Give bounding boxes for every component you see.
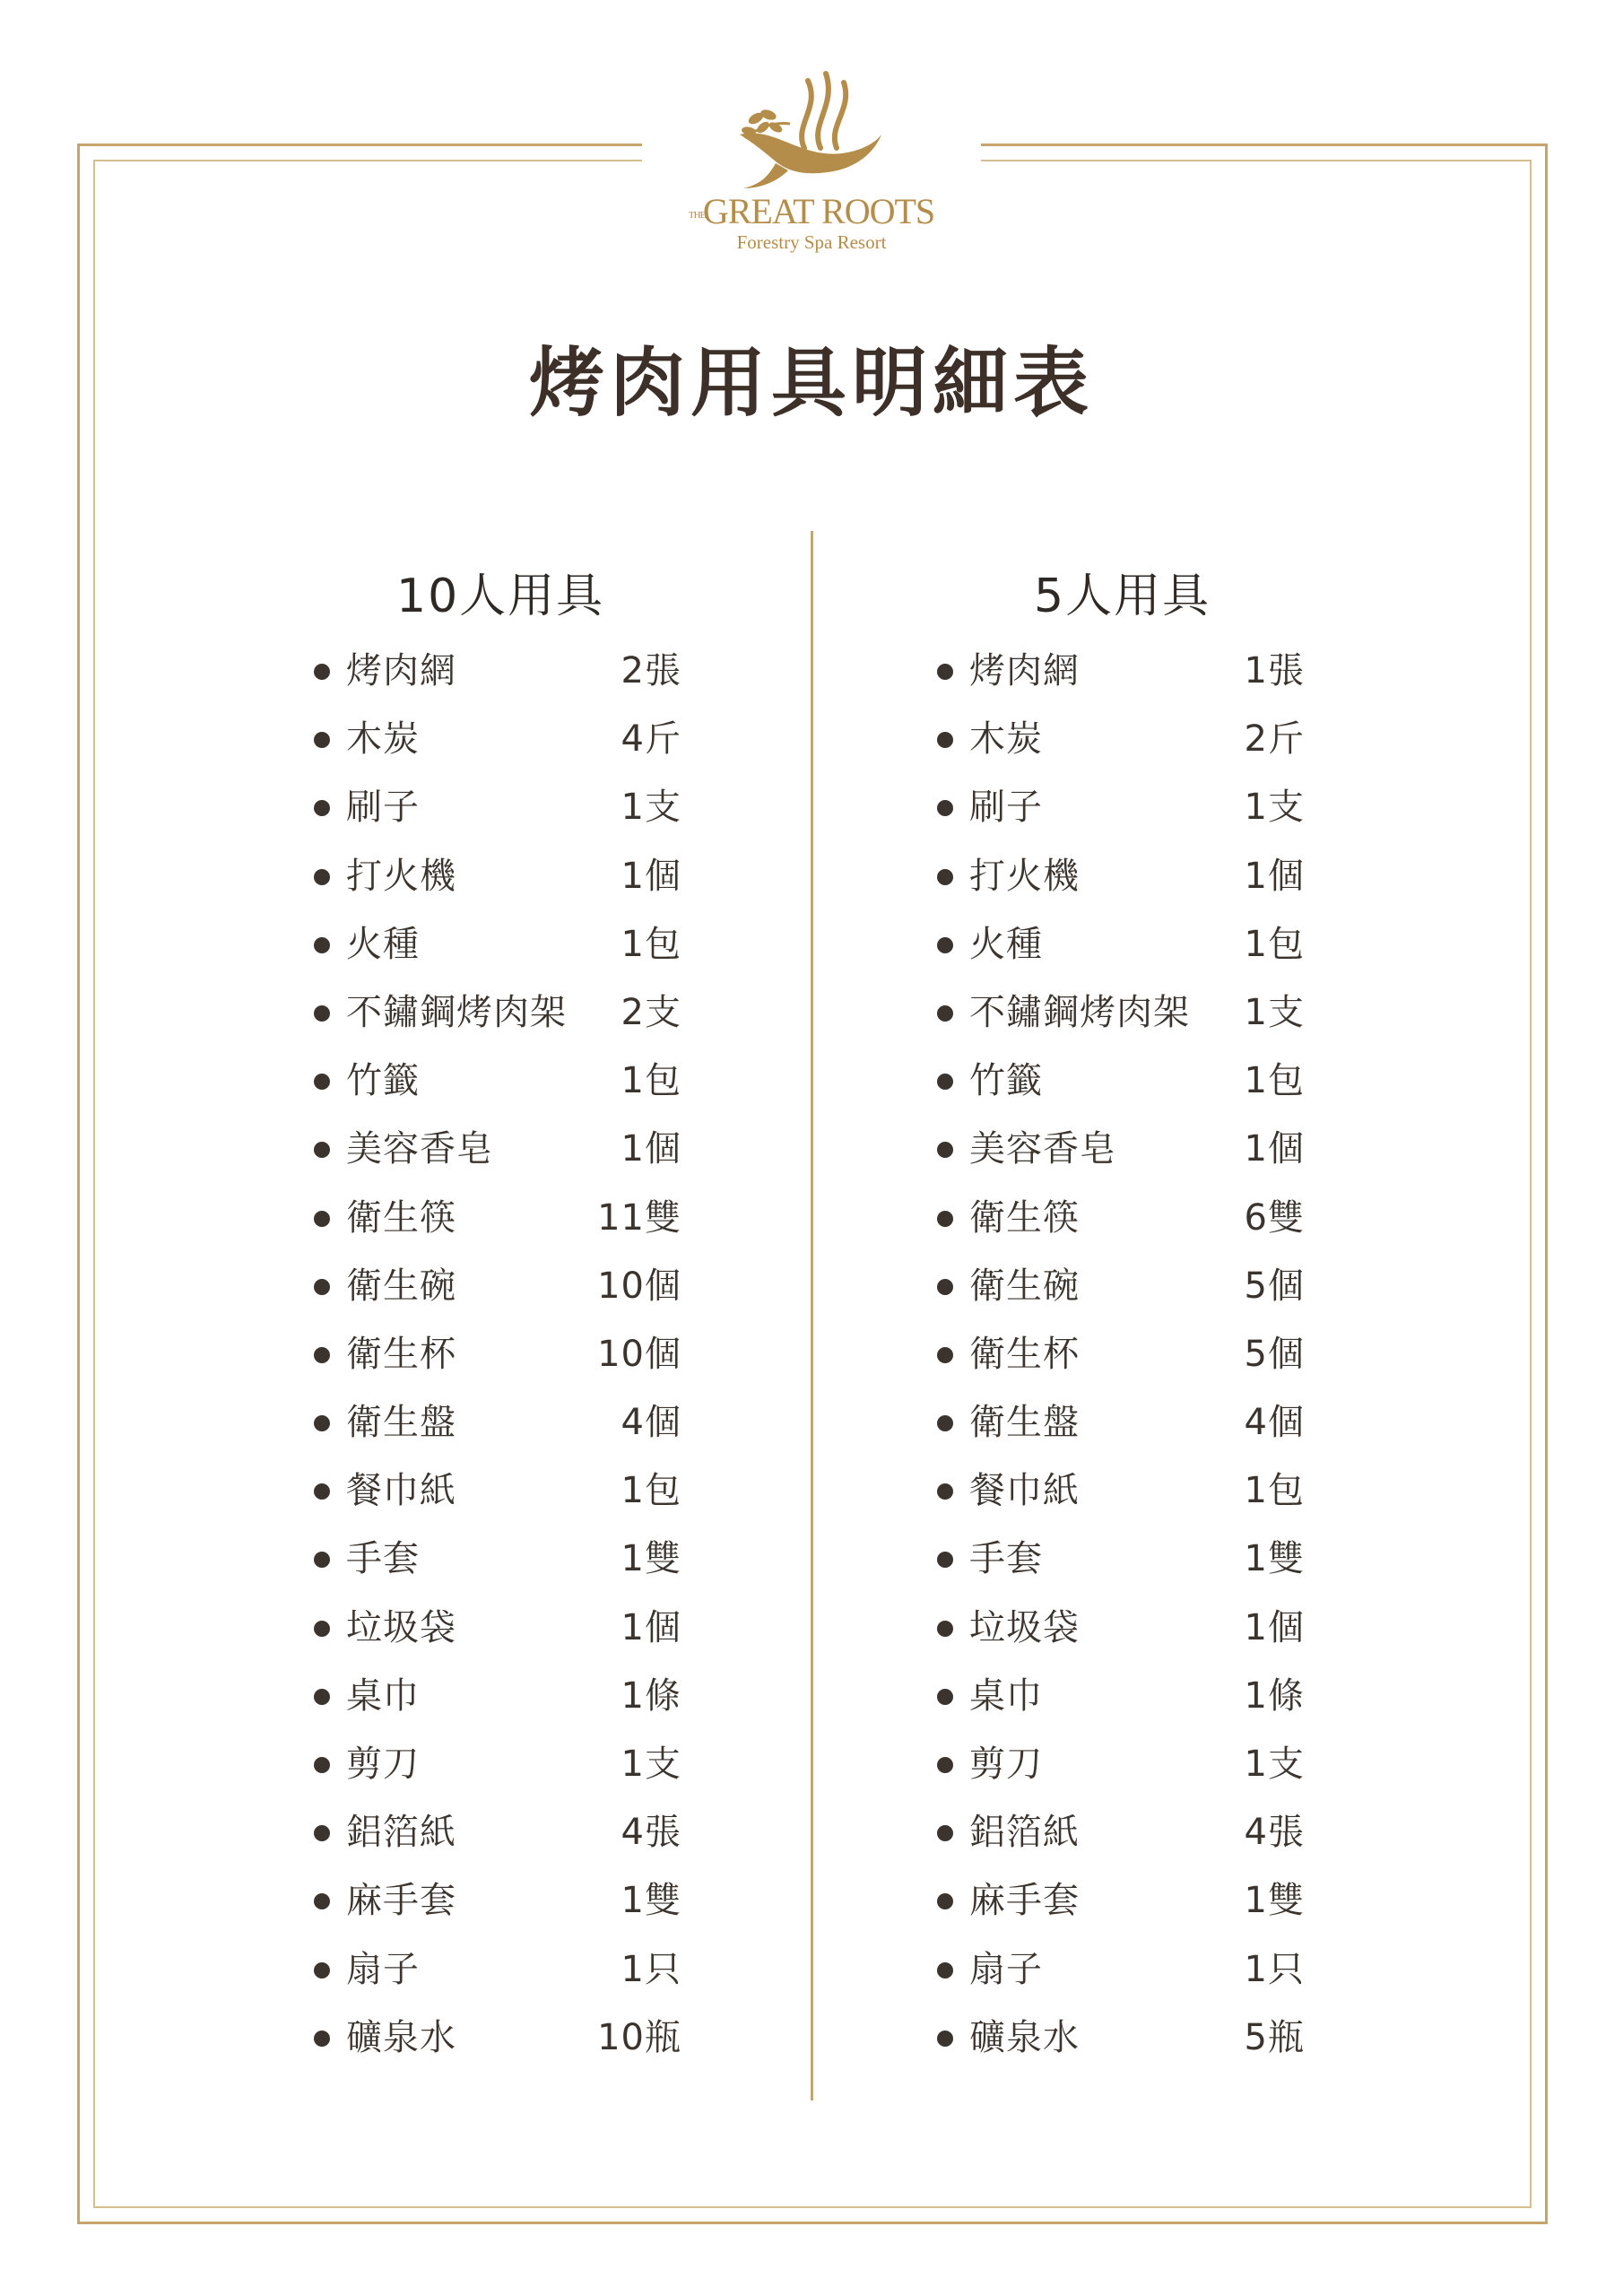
list-item xyxy=(314,637,708,705)
bullet-icon xyxy=(314,1757,330,1773)
bullet-icon xyxy=(937,1893,953,1909)
item-name: 木炭 xyxy=(969,718,1043,761)
bullet-icon xyxy=(314,1005,330,1022)
item-quantity: 1個 xyxy=(1244,1128,1305,1170)
bullet-icon xyxy=(937,732,953,748)
list-item xyxy=(314,1388,708,1457)
bullet-icon xyxy=(937,1825,953,1841)
item-name: 剪刀 xyxy=(346,1744,420,1785)
list-item xyxy=(937,637,1332,705)
item-quantity: 1雙 xyxy=(1244,1880,1305,1922)
item-quantity: 1只 xyxy=(621,1948,681,1990)
item-quantity: 1個 xyxy=(621,1128,681,1170)
bullet-icon xyxy=(937,1142,953,1158)
list-item xyxy=(937,1115,1332,1183)
bullet-icon xyxy=(937,1415,953,1431)
item-name: 麻手套 xyxy=(346,1880,456,1922)
item-name: 打火機 xyxy=(969,855,1080,897)
item-quantity: 1包 xyxy=(1244,1470,1305,1512)
item-name: 打火機 xyxy=(346,855,456,897)
item-name: 竹籤 xyxy=(969,1060,1043,1102)
item-quantity: 10個 xyxy=(597,1333,681,1375)
item-quantity: 6雙 xyxy=(1244,1196,1305,1239)
bullet-icon xyxy=(314,869,330,885)
item-quantity: 1包 xyxy=(621,923,681,965)
item-name: 桌巾 xyxy=(346,1674,420,1717)
column-heading: 10人用具 xyxy=(396,570,605,623)
item-quantity: 1個 xyxy=(1244,1606,1305,1648)
item-name: 扇子 xyxy=(969,1948,1043,1990)
item-quantity: 2張 xyxy=(621,650,681,691)
list-item xyxy=(314,1798,708,1866)
item-quantity: 1個 xyxy=(621,1606,681,1648)
list-item xyxy=(937,1388,1332,1457)
item-name: 手套 xyxy=(969,1538,1043,1580)
bullet-icon xyxy=(937,1347,953,1363)
bullet-icon xyxy=(314,664,330,680)
item-name: 餐巾紙 xyxy=(969,1470,1080,1512)
list-item xyxy=(937,978,1332,1047)
bird-flame-icon xyxy=(722,63,901,197)
bullet-icon xyxy=(314,937,330,953)
list-item xyxy=(937,1935,1332,2004)
item-quantity: 1包 xyxy=(1244,923,1305,965)
list-item xyxy=(314,1935,708,2004)
bullet-icon xyxy=(937,1279,953,1295)
item-name: 衛生碗 xyxy=(346,1265,456,1307)
item-name: 手套 xyxy=(346,1538,420,1580)
list-item xyxy=(314,978,708,1047)
column-10-people xyxy=(314,556,708,2072)
list-item xyxy=(314,1115,708,1183)
bullet-icon xyxy=(314,1074,330,1090)
bullet-icon xyxy=(937,800,953,816)
list-item xyxy=(937,1184,1332,1252)
item-quantity: 10個 xyxy=(597,1265,681,1307)
bullet-icon xyxy=(937,2031,953,2047)
list-item xyxy=(937,2004,1332,2072)
bullet-icon xyxy=(314,1142,330,1158)
bullet-icon xyxy=(314,2031,330,2047)
bullet-icon xyxy=(937,869,953,885)
item-name: 美容香皂 xyxy=(346,1128,493,1170)
item-name: 竹籤 xyxy=(346,1060,420,1102)
item-name: 剪刀 xyxy=(969,1744,1043,1785)
item-name: 不鏽鋼烤肉架 xyxy=(969,991,1190,1033)
item-name: 不鏽鋼烤肉架 xyxy=(346,991,567,1033)
item-quantity: 1支 xyxy=(1244,787,1305,829)
bullet-icon xyxy=(937,664,953,680)
list-item xyxy=(314,910,708,978)
item-name: 桌巾 xyxy=(969,1674,1043,1717)
item-name: 垃圾袋 xyxy=(346,1606,456,1648)
item-name: 火種 xyxy=(346,923,420,965)
bullet-icon xyxy=(314,1893,330,1909)
list-item xyxy=(314,1525,708,1593)
item-quantity: 2斤 xyxy=(1244,718,1305,761)
bullet-icon xyxy=(314,1279,330,1295)
item-quantity: 10瓶 xyxy=(597,2016,681,2058)
list-item xyxy=(937,1525,1332,1593)
item-quantity: 1支 xyxy=(621,1744,681,1785)
item-quantity: 1個 xyxy=(621,855,681,897)
list-item xyxy=(314,1252,708,1320)
list-item xyxy=(314,2004,708,2072)
item-name: 木炭 xyxy=(346,718,420,761)
bullet-icon xyxy=(314,1621,330,1637)
bullet-icon xyxy=(314,1415,330,1431)
list-item xyxy=(314,1457,708,1525)
item-quantity: 4個 xyxy=(1244,1402,1305,1444)
list-item xyxy=(314,1184,708,1252)
list-item xyxy=(314,1047,708,1115)
item-name: 礦泉水 xyxy=(969,2016,1080,2058)
item-quantity: 1雙 xyxy=(1244,1538,1305,1580)
list-item xyxy=(314,1320,708,1388)
item-quantity: 4斤 xyxy=(621,718,681,761)
bullet-icon xyxy=(937,937,953,953)
item-name: 烤肉網 xyxy=(346,650,456,691)
list-item xyxy=(314,842,708,910)
bullet-icon xyxy=(937,1211,953,1227)
list-item xyxy=(937,1662,1332,1730)
page-title: 烤肉用具明細表 xyxy=(528,338,1094,427)
bullet-icon xyxy=(937,1962,953,1979)
bullet-icon xyxy=(937,1074,953,1090)
item-quantity: 1雙 xyxy=(621,1880,681,1922)
item-name: 鋁箔紙 xyxy=(346,1812,456,1854)
list-item xyxy=(937,1594,1332,1662)
item-quantity: 4張 xyxy=(621,1812,681,1854)
item-name: 餐巾紙 xyxy=(346,1470,456,1512)
bullet-icon xyxy=(314,1211,330,1227)
list-item xyxy=(937,1252,1332,1320)
item-name: 衛生杯 xyxy=(969,1333,1080,1375)
item-name: 烤肉網 xyxy=(969,650,1080,691)
item-quantity: 1支 xyxy=(621,787,681,829)
item-name: 礦泉水 xyxy=(346,2016,456,2058)
bullet-icon xyxy=(314,732,330,748)
item-name: 衛生碗 xyxy=(969,1265,1080,1307)
list-item xyxy=(937,1866,1332,1935)
list-item xyxy=(937,1320,1332,1388)
bullet-icon xyxy=(314,1825,330,1841)
bullet-icon xyxy=(937,1483,953,1500)
bullet-icon xyxy=(314,1552,330,1568)
list-item xyxy=(314,773,708,841)
list-item xyxy=(937,1730,1332,1798)
item-list xyxy=(937,637,1332,2072)
item-quantity: 1張 xyxy=(1244,650,1305,691)
resort-logo xyxy=(664,63,959,278)
item-quantity: 1個 xyxy=(1244,855,1305,897)
list-item xyxy=(937,773,1332,841)
bullet-icon xyxy=(937,1005,953,1022)
bullet-icon xyxy=(314,1347,330,1363)
item-name: 衛生盤 xyxy=(969,1402,1080,1444)
item-quantity: 5瓶 xyxy=(1244,2016,1305,2058)
logo-the: THE xyxy=(688,210,706,221)
bullet-icon xyxy=(937,1621,953,1637)
item-quantity: 2支 xyxy=(621,991,681,1033)
item-name: 衛生筷 xyxy=(346,1196,456,1239)
list-item xyxy=(937,1047,1332,1115)
item-quantity: 5個 xyxy=(1244,1333,1305,1375)
bullet-icon xyxy=(314,1483,330,1500)
list-item xyxy=(937,1798,1332,1866)
item-quantity: 1包 xyxy=(621,1470,681,1512)
item-name: 衛生盤 xyxy=(346,1402,456,1444)
column-heading: 5人用具 xyxy=(1034,570,1211,623)
item-name: 刷子 xyxy=(969,787,1043,829)
item-quantity: 11雙 xyxy=(597,1196,681,1239)
item-name: 美容香皂 xyxy=(969,1128,1116,1170)
item-name: 麻手套 xyxy=(969,1880,1080,1922)
item-name: 火種 xyxy=(969,923,1043,965)
item-quantity: 1條 xyxy=(621,1674,681,1717)
logo-wordmark xyxy=(664,192,959,231)
list-item xyxy=(937,1457,1332,1525)
item-quantity: 1只 xyxy=(1244,1948,1305,1990)
item-quantity: 1雙 xyxy=(621,1538,681,1580)
item-quantity: 4個 xyxy=(621,1402,681,1444)
item-list xyxy=(314,637,708,2072)
bullet-icon xyxy=(314,1962,330,1979)
item-quantity: 4張 xyxy=(1244,1812,1305,1854)
list-item xyxy=(314,1730,708,1798)
list-item xyxy=(314,1594,708,1662)
bullet-icon xyxy=(937,1552,953,1568)
column-divider xyxy=(811,531,813,2100)
item-quantity: 1包 xyxy=(1244,1060,1305,1102)
item-name: 扇子 xyxy=(346,1948,420,1990)
list-item xyxy=(937,705,1332,773)
column-5-people xyxy=(937,556,1332,2072)
bullet-icon xyxy=(937,1757,953,1773)
item-quantity: 1支 xyxy=(1244,1744,1305,1785)
list-item xyxy=(314,705,708,773)
list-item xyxy=(314,1866,708,1935)
bullet-icon xyxy=(937,1689,953,1705)
list-item xyxy=(314,1662,708,1730)
item-quantity: 5個 xyxy=(1244,1265,1305,1307)
logo-name: GREAT ROOTS xyxy=(702,191,935,231)
list-item xyxy=(937,842,1332,910)
item-quantity: 1條 xyxy=(1244,1674,1305,1717)
item-name: 鋁箔紙 xyxy=(969,1812,1080,1854)
item-quantity: 1支 xyxy=(1244,991,1305,1033)
item-name: 垃圾袋 xyxy=(969,1606,1080,1648)
item-name: 刷子 xyxy=(346,787,420,829)
item-quantity: 1包 xyxy=(621,1060,681,1102)
bullet-icon xyxy=(314,1689,330,1705)
logo-subtitle: Forestry Spa Resort xyxy=(736,231,887,253)
list-item xyxy=(937,910,1332,978)
bullet-icon xyxy=(314,800,330,816)
item-name: 衛生筷 xyxy=(969,1196,1080,1239)
item-name: 衛生杯 xyxy=(346,1333,456,1375)
